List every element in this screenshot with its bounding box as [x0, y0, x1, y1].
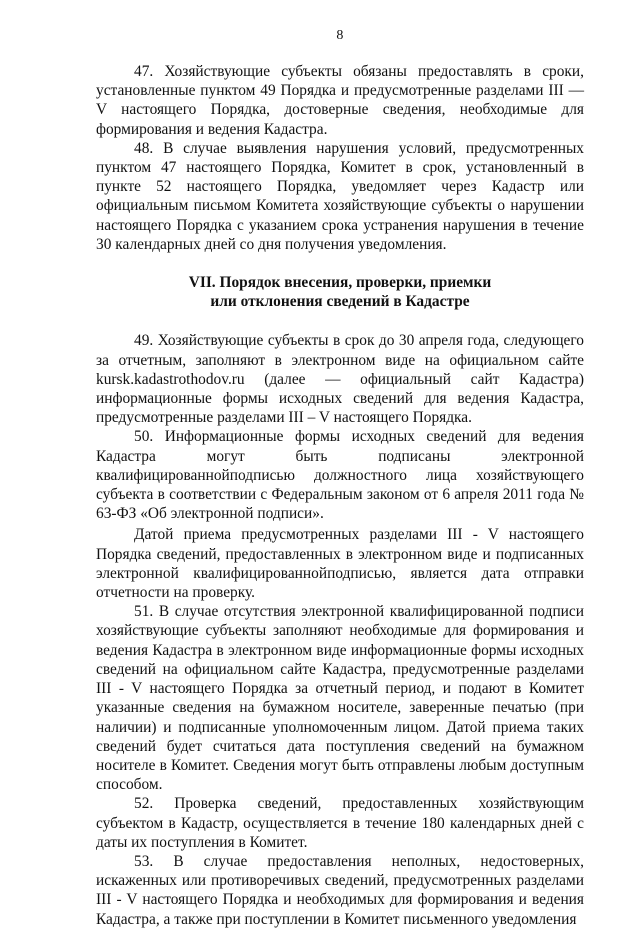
- page-number: 8: [336, 28, 344, 43]
- paragraph-47: 47. Хозяйствующие субъекты обязаны предоставлять в сроки, установленные пунктом 49 Порядка и предусмотренные разделами III — V настоящего Порядка, достоверные сведения, необходимые для формирования и ведения Кадастра.: [96, 63, 584, 138]
- paragraph-50-continued: Датой приема предусмотренных разделами III - V настоящего Порядка сведений, предоставленных в электронном виде и подписанных электронной квалифицированнойподписью, является дата отправки отчетности на проверку.: [96, 526, 584, 602]
- paragraph-50: 50. Информационные формы исходных сведений для ведения Кадастра могут быть подписаны электронной квалифицированнойподписью должностного лица хозяйствующего субъекта в соответствии с Федеральным законом от 6 апреля 2011 года № 63-ФЗ «Об электронной подписи».: [96, 428, 584, 523]
- paragraph-53: 53. В случае предоставления неполных, недостоверных, искаженных или противоречивых сведений, предусмотренных разделами III - V настоящего Порядка и необходимых для формирования и ведения Кадастра, а также при поступлении в Комитет письменного уведомления: [96, 852, 584, 928]
- paragraph-48: 48. В случае выявления нарушения условий, предусмотренных пунктом 47 настоящего Порядка, Комитет в срок, установленный в пункте 52 настоящего Порядка, уведомляет через Кадастр или официальным письмом Комитета хозяйствующие субъекты о нарушении настоящего Порядка с указанием срока устранения нарушения в течение 30 календарных дней со дня получения уведомления.: [96, 139, 584, 253]
- paragraph-49: 49. Хозяйствующие субъекты в срок до 30 апреля года, следующего за отчетным, заполняют в электронном виде на официальном сайте kursk.kadastrothodov.ru (далее — официальный сайт Кадастра) информационные формы исходных сведений для ведения Кадастра, предусмотренные разделами III – V настоящего Порядка.: [96, 332, 584, 427]
- section-heading: [96, 273, 584, 311]
- section-heading-line-2: или отклонения сведений в Кадастре: [210, 293, 470, 311]
- paragraph-52: 52. Проверка сведений, предоставленных хозяйствующим субъектом в Кадастр, осуществляется в течение 180 календарных дней с даты их поступления в Комитет.: [96, 795, 584, 851]
- paragraph-51: 51. В случае отсутствия электронной квалифицированной подписи хозяйствующие субъекты заполняют необходимые для формирования и ведения Кадастра в электронном виде информационные формы исходных сведений на официальном сайте Кадастра, предусмотренные разделами III - V настоящего Порядка за отчетный период, и подают в Комитет указанные сведения на бумажном носителе, заверенные печатью (при наличии) и подписанные уполномоченным лицом. Датой приема таких сведений будет считаться дата поступления сведений на бумажном носителе в Комитет. Сведения могут быть отправлены любым доступным способом.: [96, 603, 584, 794]
- section-heading-line-1: VII. Порядок внесения, проверки, приемки: [188, 274, 492, 292]
